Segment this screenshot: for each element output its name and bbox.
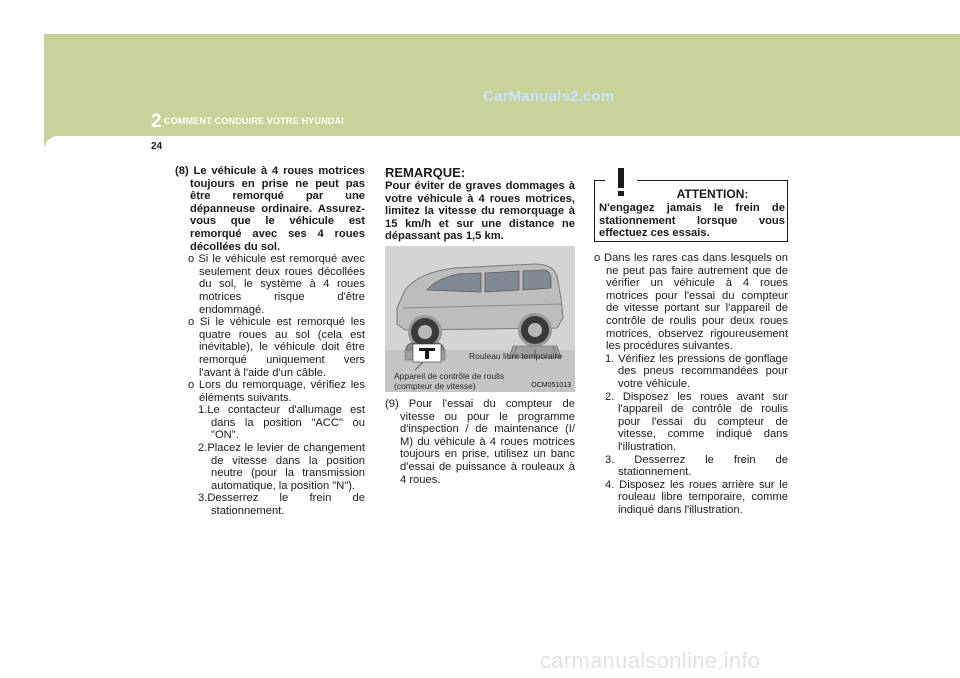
- figure-code: OCM051013: [531, 382, 571, 389]
- chapter-title: COMMENT CONDUIRE VOTRE HYUNDAI: [164, 116, 345, 126]
- step-tire-pressure: 1. Vérifiez les pressions de gonflage des pneus recommandées pour votre véhicule.: [605, 352, 788, 390]
- step-front-wheels: 2. Disposez les roues avant sur l'appareil de contrôle de roulis pour l'essai du compteur de vitesse, comme indiqué dans l'illustration.: [605, 390, 788, 453]
- attention-text: N'engagez jamais le frein de stationnement lorsque vous effectuez ces essais.: [599, 202, 785, 240]
- label-temporary-roller: Rouleau libre temporaire: [469, 351, 563, 361]
- column-left: [175, 165, 365, 518]
- attention-title: ATTENTION:: [676, 187, 749, 201]
- item-8-heading: (8) Le véhicule à 4 roues motrices toujours en prise ne peut pas être remorqué par une dépanneuse ordinaire. Assurez-vous que le véhicule est remorqué avec ses 4 roues décollées du sol.: [175, 165, 365, 253]
- warning-icon: [601, 164, 641, 198]
- bullet-four-wheels: o Si le véhicule est remorqué les quatre roues au sol (cela est inévitable), le véhicule doit être remorqué uniquement vers l'avant à l'aide d'un câble.: [188, 316, 365, 379]
- chapter-number: 2: [151, 111, 162, 132]
- bullet-two-wheels: o Si le véhicule est remorqué avec seulement deux roues décollées du sol, le système à 4 roues motrices risque d'être endommagé.: [188, 253, 365, 316]
- step-release-brake: 3. Desserrez le frein de stationnement.: [605, 453, 788, 479]
- column-middle: [385, 165, 575, 243]
- bullet-rare-cases: o Dans les rares cas dans lesquels on ne peut pas faire autrement que de vérifier un véhicule à 4 roues motrices pour l'essai du compteur de vitesse portant sur l'appareil de contrôle de roulis pour deux roues motrices, observez rigoureusement les procédures suivantes.: [594, 252, 788, 353]
- remarque-title: REMARQUE:: [385, 165, 466, 180]
- label-speedometer: (compteur de vitesse): [394, 381, 476, 391]
- page-number: 24: [151, 141, 163, 152]
- attention-box: [594, 180, 788, 242]
- column-right: [594, 252, 788, 516]
- dynamometer-illustration: [385, 246, 575, 392]
- step-gear-lever: 2.Placez le levier de changement de vitesse dans la position neutre (pour la transmission automatique, la position "N").: [198, 442, 365, 492]
- step-ignition: 1.Le contacteur d'allumage est dans la position "ACC" ou "ON".: [198, 404, 365, 442]
- bottom-watermark: carmanualsonline.info: [540, 648, 761, 673]
- label-roll-control-device: Appareil de contrôle de roulis: [394, 371, 505, 381]
- item-9-text: (9) Pour l'essai du compteur de vitesse ou pour le programme d'inspection / de maintenance (I/ M) du véhicule à 4 roues motrices toujours en prise, utilisez un banc d'essai de puissance à rouleaux à 4 roues.: [385, 398, 575, 486]
- bullet-check-items: o Lors du remorquage, vérifiez les éléments suivants.: [188, 379, 365, 404]
- top-watermark: CarManuals2.com: [483, 88, 615, 105]
- header-band-curve: [44, 136, 960, 150]
- step-rear-wheels: 4. Disposez les roues arrière sur le rouleau libre temporaire, comme indiqué dans l'illustration.: [605, 478, 788, 516]
- step-parking-brake: 3.Desserrez le frein de stationnement.: [198, 492, 365, 518]
- column-middle-lower: [385, 398, 575, 486]
- remarque-text: Pour éviter de graves dommages à votre véhicule à 4 roues motrices, limitez la vitesse du remorquage à 15 km/h et sur une distance ne dépassant pas 1,5 km.: [385, 180, 575, 243]
